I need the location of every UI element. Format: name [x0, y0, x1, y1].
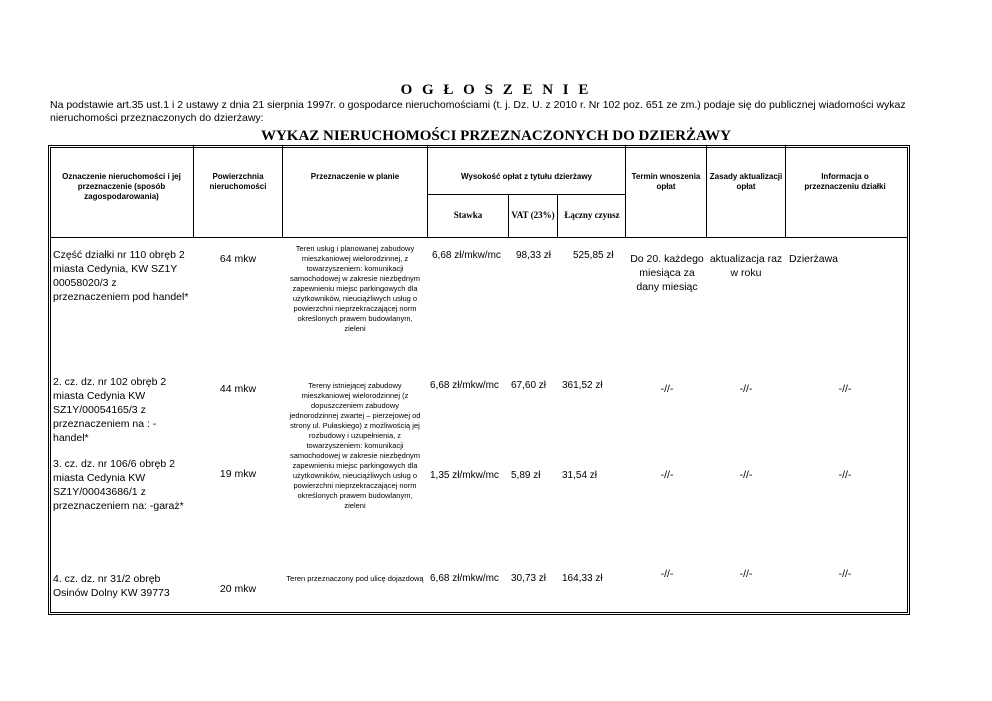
header-vat: VAT (23%) — [511, 210, 555, 220]
header-oznaczenie: Oznaczenie nieruchomości i jej przeznaczenie (sposób zagospodarowania) — [62, 172, 181, 201]
list-title: WYKAZ NIERUCHOMOŚCI PRZEZNACZONYCH DO DZIERŻAWY — [260, 128, 732, 144]
row-1-termin: Do 20. każdego miesiąca za dany miesiąc — [630, 253, 704, 293]
row-1-zasady: aktualizacja raz w roku — [709, 253, 783, 279]
row-2-powierzchnia: 44 mkw — [219, 383, 257, 395]
header-oplaty: Wysokość opłat z tytułu dzierżawy — [461, 172, 592, 181]
row-1-vat: 98,33 zł — [516, 250, 552, 261]
row-1-stawka: 6,68 zł/mkw/mc — [432, 250, 501, 261]
header-divider — [193, 146, 194, 237]
header-bottom-line — [50, 237, 908, 238]
row-3-vat: 5,89 zł — [511, 470, 541, 481]
row-3-laczny: 31,54 zł — [562, 470, 598, 481]
header-divider — [706, 146, 707, 237]
row-4-informacja: -//- — [838, 568, 852, 580]
row-2-stawka: 6,68 zł/mkw/mc — [430, 380, 499, 391]
row-1-przeznaczenie: Teren usług i planowanej zabudowy mieszkaniowej wielorodzinnej, z towarzyszeniem: komunikacji samochodowej w zakresie niezbędnym zapewnieniu miejsc parkingowych dla użytkowników, nieuciążliwych usług o powierzchni nieprzekraczającej norm określonych prawem budowlanym, zieleni — [289, 244, 421, 333]
header-divider — [427, 146, 428, 237]
row-4-zasady: -//- — [739, 568, 753, 580]
row-4-laczny: 164,33 zł — [562, 573, 603, 584]
row-1-informacja: Dzierżawa — [789, 253, 839, 265]
row-1-powierzchnia: 64 mkw — [219, 253, 257, 265]
header-zasady: Zasady aktualizacji opłat — [709, 172, 783, 191]
header-powierzchnia: Powierzchnia nieruchomości — [209, 172, 267, 191]
header-przeznaczenie: Przeznaczenie w planie — [310, 172, 400, 181]
row-2-informacja: -//- — [838, 383, 852, 395]
header-termin: Termin wnoszenia opłat — [631, 172, 701, 191]
row-2-zasady: -//- — [739, 383, 753, 395]
header-divider — [557, 194, 558, 237]
row-2-vat: 67,60 zł — [511, 380, 547, 391]
row-4-stawka: 6,68 zł/mkw/mc — [430, 573, 499, 584]
row-3-powierzchnia: 19 mkw — [219, 468, 257, 480]
row-2-3-przeznaczenie: Tereny istniejącej zabudowy mieszkaniowej wielorodzinnej (z dopuszczeniem zabudowy jednorodzinnej zwartej – pierzejowej od strony ul. Pułaskiego) z możliwością jej rozbudowy i uzupełnienia, z towarzyszeniem: komunikacji samochodowej w zakresie niezbędnym zapewnieniu miejsc parkingowych dla użytkowników, nieuciążliwych usług o powierzchni nieprzekraczającej norm określonych prawem budowlanym, zieleni — [289, 381, 421, 510]
row-4-vat: 30,73 zł — [511, 573, 547, 584]
row-3-oznaczenie: 3. cz. dz. nr 106/6 obręb 2 miasta Cedynia KW SZ1Y/00043686/1 z przeznaczeniem na: -garaż* — [53, 458, 184, 512]
header-stawka: Stawka — [453, 210, 483, 220]
header-divider — [427, 194, 625, 195]
header-divider — [785, 146, 786, 237]
row-2-oznaczenie: 2. cz. dz. nr 102 obręb 2 miasta Cedynia KW SZ1Y/00054165/3 z przeznaczeniem na : - handel* — [53, 376, 167, 444]
row-3-stawka: 1,35 zł/mkw/mc — [430, 470, 499, 481]
row-4-przeznaczenie: Teren przeznaczony pod ulicę dojazdową — [286, 574, 424, 583]
row-1-laczny: 525,85 zł — [573, 250, 614, 261]
header-divider — [508, 194, 509, 237]
announcement-title: O G Ł O S Z E N I E — [400, 82, 592, 98]
row-4-powierzchnia: 20 mkw — [219, 583, 257, 595]
row-2-termin: -//- — [660, 383, 674, 395]
header-laczny: Łączny czynsz — [564, 210, 620, 220]
row-4-termin: -//- — [660, 568, 674, 580]
header-informacja: Informacja o przeznaczeniu działki — [804, 172, 886, 191]
row-1-oznaczenie: Część działki nr 110 obręb 2 miasta Cedynia, KW SZ1Y 00058020/3 z przeznaczeniem pod handel* — [53, 249, 189, 303]
row-3-termin: -//- — [660, 469, 674, 481]
row-4-oznaczenie: 4. cz. dz. nr 31/2 obręb Osinów Dolny KW 39773 — [53, 573, 170, 599]
header-divider — [282, 146, 283, 237]
row-3-informacja: -//- — [838, 469, 852, 481]
row-3-zasady: -//- — [739, 469, 753, 481]
intro-text: Na podstawie art.35 ust.1 i 2 ustawy z dnia 21 sierpnia 1997r. o gospodarce nieruchomościami (t. j. Dz. U. z 2010 r. Nr 102 poz. 651 ze zm.) podaje się do publicznej wiadomości wykaz nieruchomości przeznaczonych do dzierżawy: — [50, 99, 906, 124]
header-divider — [625, 146, 626, 237]
row-2-laczny: 361,52 zł — [562, 380, 603, 391]
